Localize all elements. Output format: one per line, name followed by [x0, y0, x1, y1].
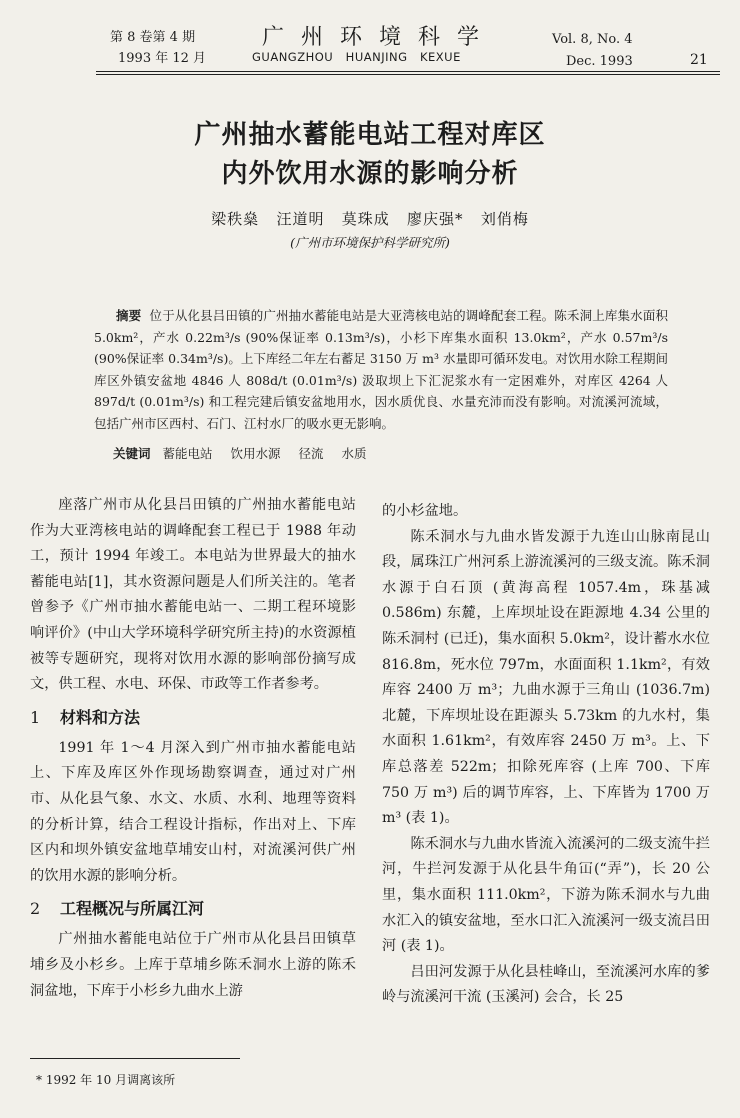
header-volume-en: Vol. 8, No. 4 — [552, 32, 633, 47]
header-volume-cn: 第 8 卷第 4 期 — [110, 30, 196, 45]
paragraph-rivers: 陈禾洞水与九曲水皆发源于九连山山脉南昆山段，属珠江广州河系上游流溪河的三级支流。陈禾洞水源于白石顶 (黄海高程 1057.4m，珠基减 0.586m) 东麓，上库坝址设在距源地 4.34 公里的陈禾洞村 (已迁)，集水面积 5.0km²，设计蓄水水位 816.8m，死水位 797m，水面面积 1.1km²，有效库容 2400 万 m³；九曲水源于三角山 (1036.7m) 北麓，下库坝址设在距源头 5.73km 的九水村，集水面积 1.61km²，有效库容 2450 万 m³。上、下库总落差 522m；扣除死库容 (上库 700、下库 750 万 m³) 后的调节库容，上、下库皆为 1700 万 m³ (表 1)。 — [382, 528, 710, 827]
intro-paragraph: 座落广州市从化县吕田镇的广州抽水蓄能电站作为大亚湾核电站的调峰配套工程已于 1988 年动工，预计 1994 年竣工。本电站为世界最大的抽水蓄能电站[1]，其水资源问题是人们所关注的。笔者曾参予《广州市抽水蓄能电站一、二期工程环境影响评价》(中山大学环境科学研究所主持)的水资源植被等专题研究，现将对饮用水源的影响部份摘写成文，供工程、水电、环保、市政等工作者参考。 — [30, 497, 356, 693]
section-1-paragraph: 1991 年 1～4 月深入到广州市抽水蓄能电站上、下库及库区外作现场勘察调查，通过对广州市、从化县气象、水文、水质、水利、地理等资料的分析计算，结合工程设计指标，作出对上、下库区内和坝外镇安盆地草埔安山村，对流溪河供广州的饮用水源的影响分析。 — [30, 739, 356, 884]
affiliation: (广州市环境保护科学研究所) — [290, 235, 450, 250]
journal-title-pinyin: GUANGZHOU HUANJING KEXUE — [252, 50, 461, 64]
section-2-title: 工程概况与所属江河 — [60, 899, 205, 919]
header-rule-thin — [96, 74, 720, 75]
article-title-line1: 广州抽水蓄能电站工程对库区 — [194, 120, 546, 150]
abstract — [94, 305, 668, 434]
continued-text: 的小杉盆地。 — [382, 503, 468, 519]
section-1-title: 材料和方法 — [60, 707, 141, 727]
section-1-number: 1 — [30, 707, 41, 727]
article-title-line2: 内外饮用水源的影响分析 — [221, 159, 519, 189]
page-number: 21 — [690, 52, 708, 68]
header-date-en: Dec. 1993 — [566, 54, 633, 69]
keyword-item: 水质 — [341, 446, 367, 461]
section-2-number: 2 — [30, 899, 41, 919]
keywords-label: 关键词 — [113, 446, 151, 461]
journal-title-cn: 广 州 环 境 科 学 — [262, 25, 484, 50]
keywords — [113, 444, 673, 462]
header-date-cn: 1993 年 12 月 — [118, 51, 207, 66]
footnote-rule — [30, 1058, 240, 1059]
abstract-label: 摘要 — [116, 308, 142, 323]
footnote: * 1992 年 10 月调离该所 — [36, 1073, 176, 1087]
right-column — [382, 499, 710, 1011]
section-1-heading — [30, 704, 356, 732]
paragraph-niulan-river: 陈禾洞水与九曲水皆流入流溪河的二级支流牛拦河，牛拦河发源于从化县牛角冚(“弄”)，长 20 公里，集水面积 111.0km²，下游为陈禾洞水与九曲水汇入的镇安盆地，至水口汇入流溪河一级支流吕田河 (表 1)。 — [382, 835, 710, 955]
keyword-item: 径流 — [298, 446, 324, 461]
keyword-item: 饮用水源 — [230, 446, 281, 461]
header-rule — [96, 71, 720, 72]
authors: 梁秩燊 汪道明 莫珠成 廖庆强* 刘俏梅 — [211, 210, 529, 228]
section-2-heading — [30, 895, 356, 923]
paragraph-lvtian-river: 吕田河发源于从化县桂峰山，至流溪河水库的爹岭与流溪河干流 (玉溪河) 会合，长 25 — [382, 963, 710, 1006]
abstract-text: 位于从化县吕田镇的广州抽水蓄能电站是大亚湾核电站的调峰配套工程。陈禾洞上库集水面积 5.0km²，产水 0.22m³/s (90%保证率 0.13m³/s)，小杉下库集水面积 13.0km²，产水 0.57m³/s (90%保证率 0.34m³/s)。上下库经二年左右蓄足 3150 万 m³ 水量即可循环发电。对饮用水除工程期间库区外镇安盆地 4846 人 808d/t (0.01m³/s) 汲取坝上下汇泥浆水有一定困难外，对库区 4264 人 897d/t (0.01m³/s) 和工程完建后镇安盆地用水，因水质优良、水量充沛而没有影响。对流溪河流域，包括广州市区西村、石门、江村水厂的吸水更无影响。 — [94, 308, 668, 431]
section-2-paragraph: 广州抽水蓄能电站位于广州市从化县吕田镇草埔乡及小杉乡。上库于草埔乡陈禾洞水上游的陈禾洞盆地，下库于小杉乡九曲水上游 — [30, 931, 356, 999]
keyword-item: 蓄能电站 — [162, 446, 213, 461]
left-column — [30, 493, 356, 1004]
